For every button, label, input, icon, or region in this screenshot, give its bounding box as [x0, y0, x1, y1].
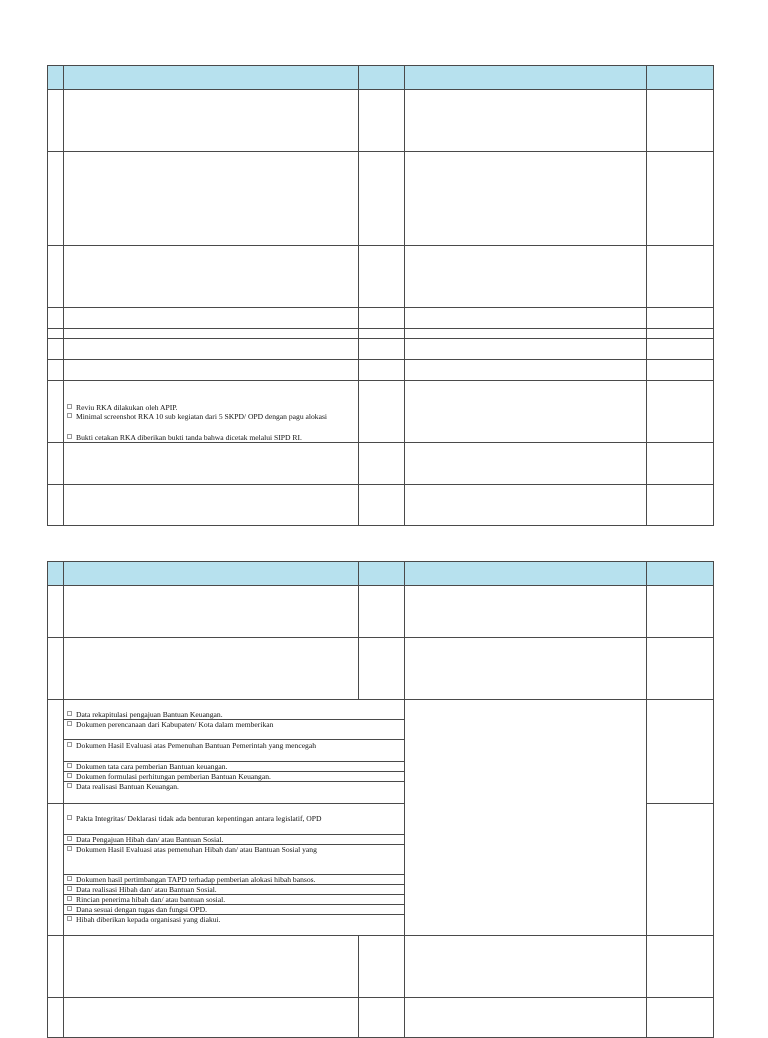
header-cell-status [358, 66, 404, 90]
checkbox-icon[interactable] [67, 896, 72, 901]
table-row [48, 308, 714, 329]
checkbox-icon[interactable] [67, 742, 72, 747]
checklist-item: Minimal screenshot RKA 10 sub kegiatan dari 5 SKPD/ OPD dengan pagu alokasi [67, 412, 356, 421]
checkbox-icon[interactable] [67, 434, 72, 439]
checkbox-icon[interactable] [67, 886, 72, 891]
checklist-item: Data rekapitulasi pengajuan Bantuan Keuangan. [67, 710, 402, 719]
checklist-item: Bukti cetakan RKA diberikan bukti tanda bahwa dicetak melalui SIPD RI. [67, 433, 356, 442]
checklist-item: Reviu RKA dilakukan oleh APIP. [67, 403, 356, 412]
checklist-item: Dokumen Hasil Evaluasi atas pemenuhan Hibah dan/ atau Bantuan Sosial yang [67, 845, 402, 854]
table-row [48, 152, 714, 246]
header-cell-description [64, 562, 359, 586]
checklist-item: Dokumen perencanaan dari Kabupaten/ Kota dalam memberikan [67, 720, 402, 729]
checklist-item: Data realisasi Bantuan Keuangan. [67, 782, 402, 791]
checkbox-icon[interactable] [67, 413, 72, 418]
table-row [48, 246, 714, 308]
notes-cell-merged [405, 700, 647, 936]
table-row-rka [48, 381, 714, 443]
checklist-item: Dokumen Hasil Evaluasi atas Pemenuhan Bantuan Pemerintah yang mencegah [67, 741, 402, 750]
checkbox-icon[interactable] [67, 836, 72, 841]
table-row [48, 638, 714, 700]
table-header-row [48, 562, 714, 586]
hibah-bansos-checklist-cell [64, 804, 405, 936]
checkbox-icon[interactable] [67, 721, 72, 726]
checkbox-icon[interactable] [67, 783, 72, 788]
checklist-item: Data realisasi Hibah dan/ atau Bantuan Sosial. [67, 885, 402, 894]
checklist-item: Dokumen formulasi perhitungan pemberian Bantuan Keuangan. [67, 772, 402, 781]
header-cell-no [48, 66, 64, 90]
checklist-table-1 [47, 65, 714, 526]
score-cell [646, 804, 713, 936]
bantuan-keuangan-checklist-cell [64, 700, 405, 804]
table-row [48, 443, 714, 485]
checklist-item: Pakta Integritas/ Deklarasi tidak ada benturan kepentingan antara legislatif, OPD [67, 814, 402, 823]
header-cell-score [646, 562, 713, 586]
header-cell-status [358, 562, 404, 586]
checklist-item: Dokumen hasil pertimbangan TAPD terhadap pemberian alokasi hibah bansos. [67, 875, 402, 884]
table-row [48, 360, 714, 381]
table-row [48, 90, 714, 152]
table-row-bantuan-keuangan [48, 700, 714, 804]
header-cell-notes [405, 66, 647, 90]
table-row [48, 329, 714, 339]
table-row [48, 339, 714, 360]
header-cell-notes [405, 562, 647, 586]
checklist-table-2 [47, 561, 714, 1038]
header-cell-description [64, 66, 359, 90]
checklist-item: Data Pengajuan Hibah dan/ atau Bantuan Sosial. [67, 835, 402, 844]
rka-checklist-cell [64, 381, 359, 443]
checklist-item: Rincian penerima hibah dan/ atau bantuan sosial. [67, 895, 402, 904]
checkbox-icon[interactable] [67, 773, 72, 778]
checklist-item: Dokumen tata cara pemberian Bantuan keuangan. [67, 762, 402, 771]
table-row [48, 936, 714, 998]
checklist-item: Hibah diberikan kepada organisasi yang diakui. [67, 915, 402, 924]
table-row [48, 998, 714, 1038]
checkbox-icon[interactable] [67, 916, 72, 921]
header-cell-no [48, 562, 64, 586]
checkbox-icon[interactable] [67, 404, 72, 409]
header-cell-score [646, 66, 713, 90]
checkbox-icon[interactable] [67, 763, 72, 768]
table-row [48, 586, 714, 638]
table-header-row [48, 66, 714, 90]
score-cell [646, 700, 713, 804]
checklist-item: Dana sesuai dengan tugas dan fungsi OPD. [67, 905, 402, 914]
checkbox-icon[interactable] [67, 815, 72, 820]
table-row [48, 485, 714, 526]
checkbox-icon[interactable] [67, 846, 72, 851]
checkbox-icon[interactable] [67, 711, 72, 716]
checkbox-icon[interactable] [67, 906, 72, 911]
checkbox-icon[interactable] [67, 876, 72, 881]
